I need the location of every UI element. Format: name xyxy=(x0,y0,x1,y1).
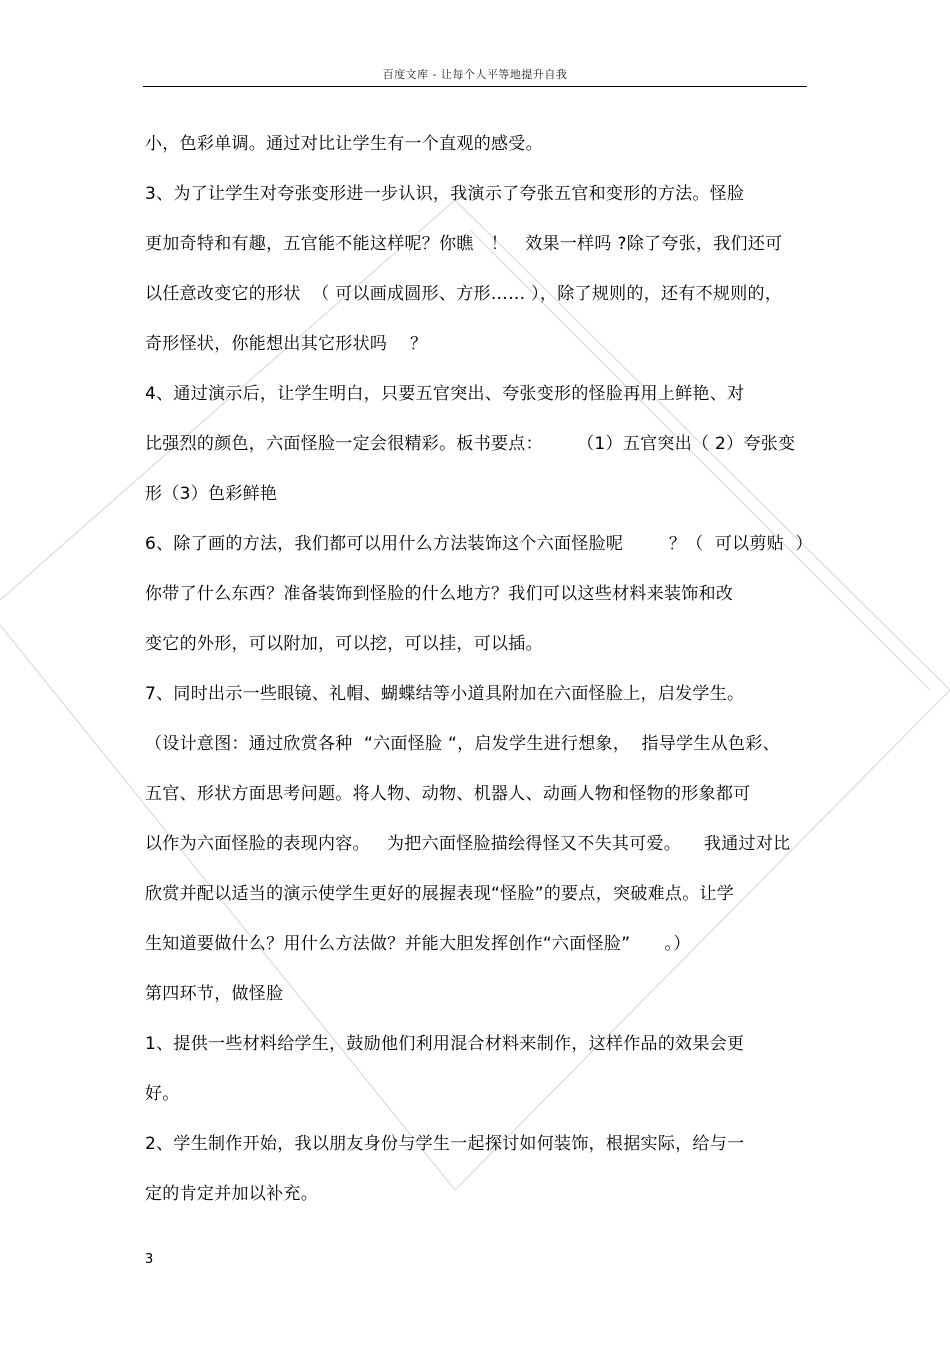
body-line: 五官、形状方面思考问题。将人物、动物、机器人、动画人物和怪物的形象都可 xyxy=(145,784,751,804)
header-rule xyxy=(143,86,807,87)
body-line: （设计意图：通过欣赏各种 “六面怪脸 “，启发学生进行想象， 指导学生从色彩、 xyxy=(145,734,780,754)
body-line: 3、为了让学生对夸张变形进一步认识，我演示了夸张五官和变形的方法。怪脸 xyxy=(145,184,745,204)
body-line: 6、除了画的方法，我们都可以用什么方法装饰这个六面怪脸呢 ？（ 可以剪贴 ） xyxy=(145,534,813,554)
body-line: 比强烈的颜色，六面怪脸一定会很精彩。板书要点： （1）五官突出（ 2）夸张变 xyxy=(145,434,796,454)
body-line: 小，色彩单调。通过对比让学生有一个直观的感受。 xyxy=(145,134,543,154)
body-line: 你带了什么东西？准备装饰到怪脸的什么地方？我们可以这些材料来装饰和改 xyxy=(145,584,734,604)
page-number: 3 xyxy=(145,1252,154,1267)
body-line: 好。 xyxy=(145,1084,180,1104)
body-line: 1、提供一些材料给学生，鼓励他们利用混合材料来制作，这样作品的效果会更 xyxy=(145,1034,745,1054)
body-line: 欣赏并配以适当的演示使学生更好的展握表现“怪脸”的要点，突破难点。让学 xyxy=(145,884,735,904)
body-line: 更加奇特和有趣，五官能不能这样呢？你瞧 ！ 效果一样吗 ?除了夸张，我们还可 xyxy=(145,234,783,254)
watermark-line xyxy=(0,625,455,1190)
section-heading: 第四环节，做怪脸 xyxy=(145,984,284,1004)
body-line: 定的肯定并加以补充。 xyxy=(145,1184,318,1204)
body-line: 以任意改变它的形状 （ 可以画成圆形、方形…… ），除了规则的，还有不规则的， xyxy=(145,284,783,304)
page-header: 百度文库 - 让每个人平等地提升自我 xyxy=(382,68,568,81)
body-line: 4、通过演示后，让学生明白，只要五官突出、夸张变形的怪脸再用上鲜艳、对 xyxy=(145,384,745,404)
body-line: 形（3）色彩鲜艳 xyxy=(145,484,278,504)
body-line: 生知道要做什么？用什么方法做？并能大胆发挥创作“六面怪脸” 。） xyxy=(145,934,691,954)
body-line: 以作为六面怪脸的表现内容。 为把六面怪脸描绘得怪又不失其可爱。 我通过对比 xyxy=(145,834,791,854)
body-line: 2、学生制作开始，我以朋友身份与学生一起探讨如何装饰，根据实际，给与一 xyxy=(145,1134,745,1154)
body-line: 变它的外形，可以附加，可以挖，可以挂，可以插。 xyxy=(145,634,543,654)
body-line: 奇形怪状，你能想出其它形状吗 ？ xyxy=(145,334,428,354)
body-line: 7、同时出示一些眼镜、礼帽、蝴蝶结等小道具附加在六面怪脸上，启发学生。 xyxy=(145,684,745,704)
